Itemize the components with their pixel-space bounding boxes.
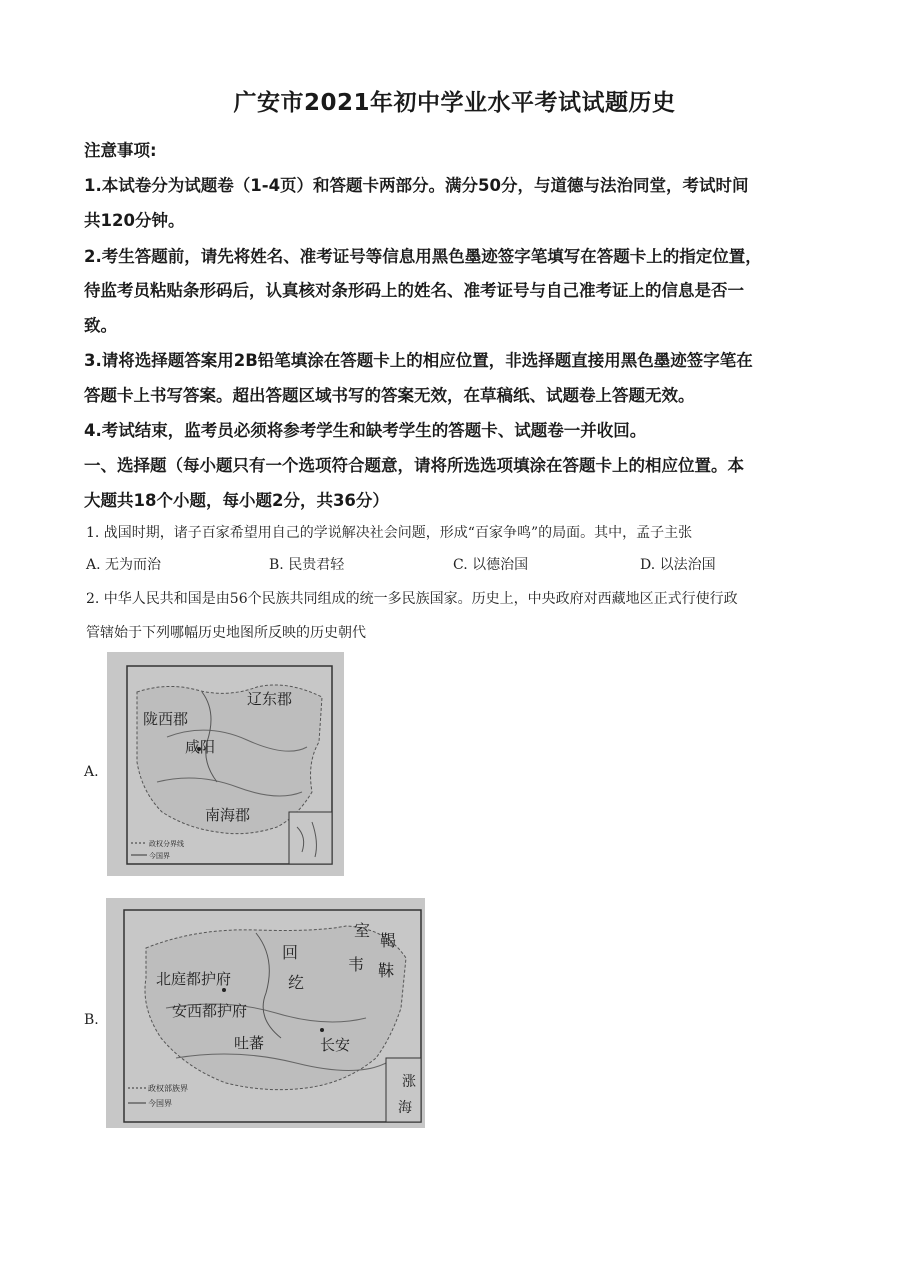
map-label: 回: [282, 943, 299, 962]
map-label: 咸阳: [185, 738, 216, 756]
map-label: 靺: [378, 961, 395, 980]
legend-label: 政权分界线: [149, 840, 184, 848]
q1-option-c: C. 以德治国: [453, 557, 529, 573]
notice-line: 3.请将选择题答案用2B铅笔填涂在答题卡上的相应位置，非选择题直接用黑色墨迹签字笔在: [84, 351, 753, 370]
notice-heading: 注意事项:: [84, 141, 157, 160]
map-label: 涨: [402, 1074, 416, 1090]
q1-option-b: B. 民贵君轻: [269, 557, 345, 573]
map-label: 北庭都护府: [156, 970, 232, 988]
capital-dot-icon: [222, 988, 226, 992]
notice-line: 1.本试卷分为试题卷（1-4页）和答题卡两部分。满分50分，与道德与法治同堂，考试时间: [84, 176, 749, 195]
notice-line: 答题卡上书写答案。超出答题区域书写的答案无效，在草稿纸、试题卷上答题无效。: [84, 386, 695, 405]
map-tang-dynasty: [106, 898, 425, 1128]
capital-dot-icon: [320, 1028, 324, 1032]
q2-option-a-label: A.: [84, 764, 99, 780]
question-1-stem: 1. 战国时期，诸子百家希望用自己的学说解决社会问题，形成“百家争鸣”的局面。其中，孟子主张: [86, 525, 693, 541]
legend-label: 政权部族界: [148, 1084, 188, 1093]
question-2-stem-line: 2. 中华人民共和国是由56个民族共同组成的统一多民族国家。历史上，中央政府对西藏地区正式行使行政: [86, 591, 738, 607]
map-label: 南海郡: [205, 806, 251, 824]
map-label: 韦: [348, 955, 365, 974]
q1-option-d: D. 以法治国: [640, 557, 716, 573]
page-title: 广安市2021年初中学业水平考试试题历史: [233, 90, 676, 116]
map-label: 鞨: [380, 931, 397, 950]
map-label: 吐蕃: [234, 1034, 265, 1052]
notice-line: 待监考员粘贴条形码后，认真核对条形码上的姓名、准考证号与自己准考证上的信息是否一: [84, 281, 744, 300]
map-label: 海: [398, 1100, 412, 1116]
notice-line: 2.考生答题前，请先将姓名、准考证号等信息用黑色墨迹签字笔填写在答题卡上的指定位置，: [84, 247, 762, 266]
map-label: 室: [354, 921, 371, 940]
map-label: 安西都护府: [172, 1002, 248, 1020]
section-heading-line: 大题共18个小题，每小题2分，共36分）: [84, 491, 389, 510]
notice-line: 4.考试结束，监考员必须将参考学生和缺考学生的答题卡、试题卷一并收回。: [84, 421, 647, 440]
map-label: 长安: [320, 1036, 351, 1054]
q2-option-b-label: B.: [84, 1012, 99, 1028]
map-label: 纥: [288, 973, 305, 992]
notice-line: 共120分钟。: [84, 211, 185, 230]
map-label: 陇西郡: [143, 710, 189, 728]
q1-option-a: A. 无为而治: [86, 557, 162, 573]
section-heading-line: 一、选择题（每小题只有一个选项符合题意，请将所选选项填涂在答题卡上的相应位置。本: [84, 456, 744, 475]
map-qin-dynasty: [107, 652, 344, 876]
legend-label: 今国界: [148, 1099, 172, 1108]
notice-line: 致。: [84, 316, 117, 335]
map-label: 辽东郡: [247, 690, 293, 708]
question-2-stem-line: 管辖始于下列哪幅历史地图所反映的历史朝代: [86, 625, 366, 641]
legend-label: 今国界: [149, 852, 170, 860]
